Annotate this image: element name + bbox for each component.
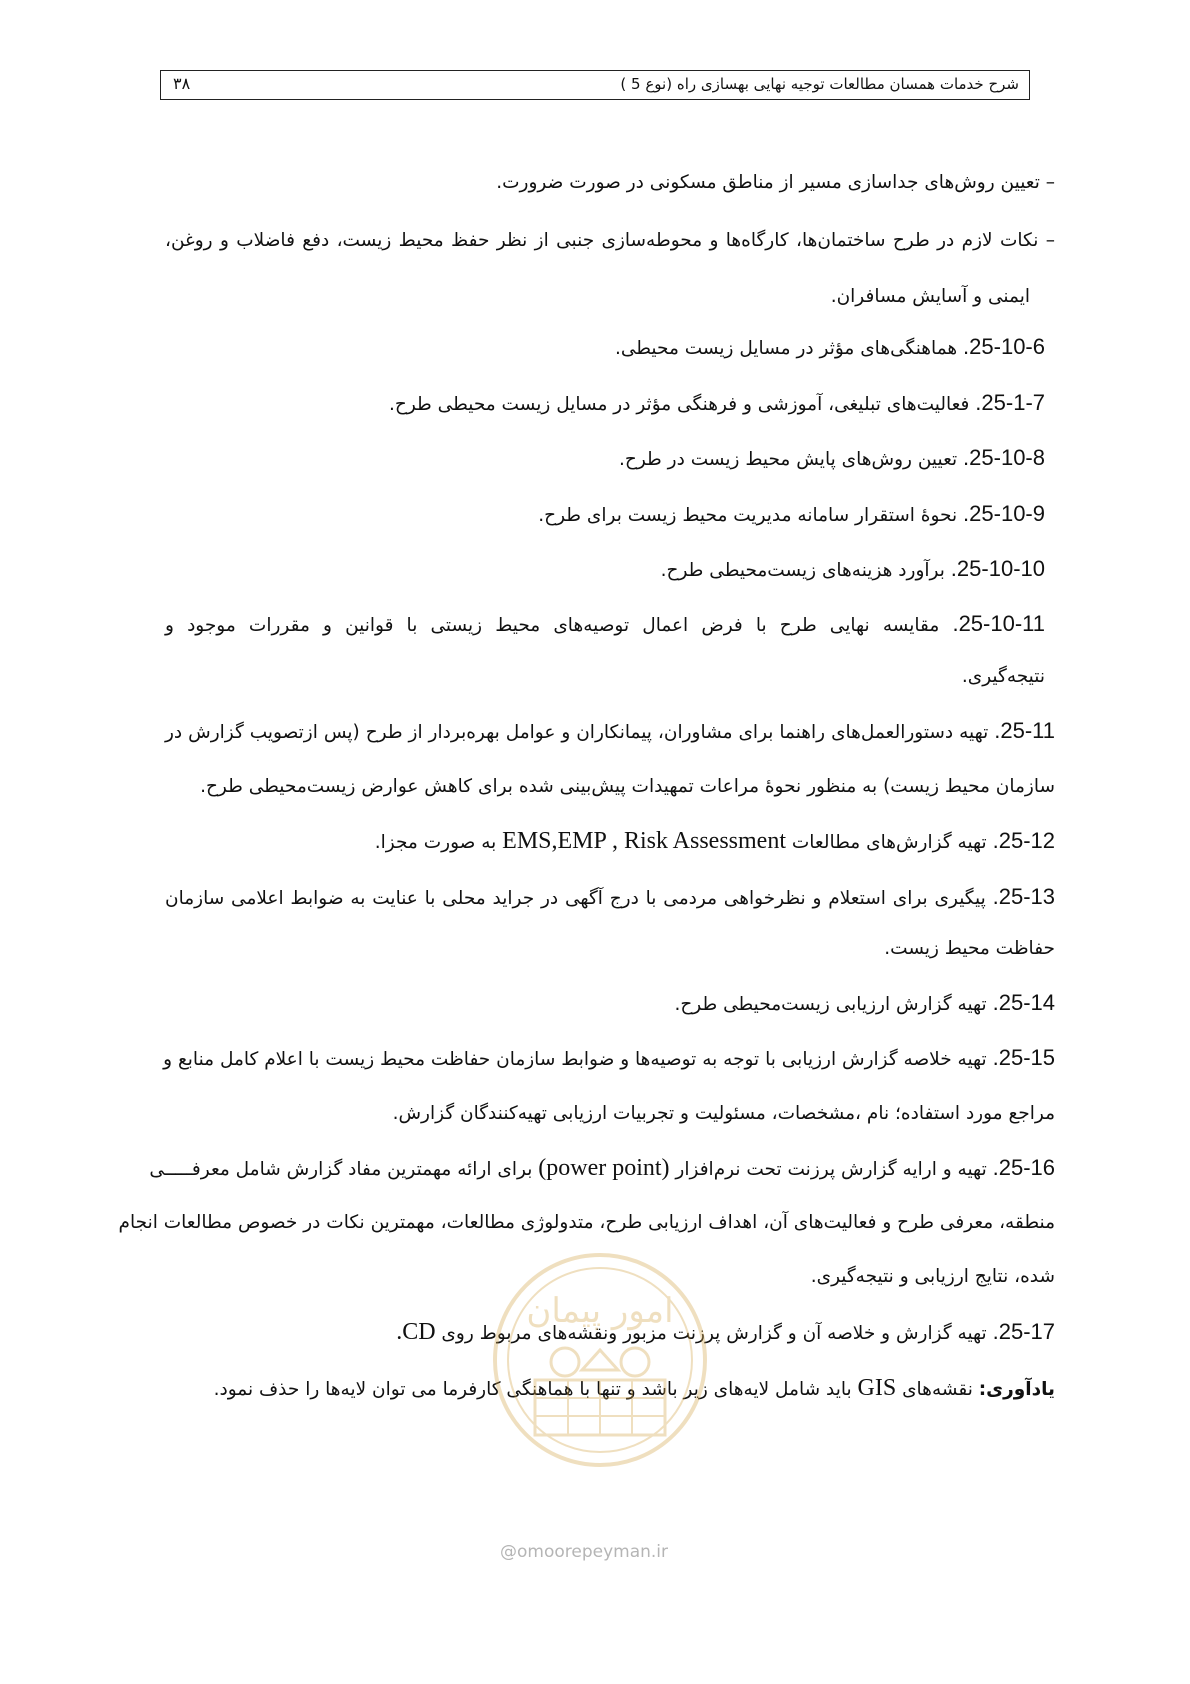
text-line: حفاظت محیط زیست. (884, 938, 1055, 959)
numbered-item: 25-17. تهیه گزارش و خلاصه آن و گزارش پرزنت مزبور ونقشه‌های مربوط روی CD. (396, 1319, 1055, 1345)
numbered-item: 25-10-10. برآورد هزینه‌های زیست‌محیطی طرح. (660, 556, 1045, 581)
text-line: منطقه، معرفی طرح و فعالیت‌های آن، اهداف ارزیابی طرح، متدولوژی مطالعات، مهمترین نکات در خصوص مطالعات انجام (118, 1212, 1055, 1233)
numbered-item: 25-14. تهیه گزارش ارزیابی زیست‌محیطی طرح. (674, 990, 1055, 1015)
watermark-logo (490, 1250, 710, 1470)
numbered-item: 25-1-7. فعالیت‌های تبلیغی، آموزشی و فرهنگی مؤثر در مسایل زیست محیطی طرح. (389, 390, 1045, 415)
numbered-item: 25-10-9. نحوهٔ استقرار سامانه مدیریت محیط زیست برای طرح. (538, 501, 1045, 526)
page-header (160, 70, 1030, 100)
watermark-text: امور پیمان (526, 1291, 674, 1331)
numbered-item: 25-15. تهیه خلاصه گزارش ارزیابی با توجه به توصیه‌ها و ضوابط سازمان حفاظت محیط زیست با اعلام کامل منابع و (163, 1045, 1055, 1070)
text-line: مراجع مورد استفاده؛ نام ،مشخصات، مسئولیت و تجربیات ارزیابی تهیه‌کنندگان گزارش. (392, 1103, 1055, 1124)
reminder-label: یادآوری: (978, 1379, 1055, 1400)
numbered-item: 25-10-11. مقایسه نهایی طرح با فرض اعمال توصیه‌های محیط زیستی با قوانین و مقررات موجود و (165, 611, 1045, 636)
header-title: شرح خدمات همسان مطالعات توجیه نهایی بهسازی راه (نوع 5 ) (620, 75, 1019, 93)
text-line: سازمان محیط زیست) به منظور نحوهٔ مراعات تمهیدات پیش‌بینی شده برای کاهش عوارض زیست‌محیطی طرح. (200, 776, 1055, 797)
text-line: – تعیین روش‌های جداسازی مسیر از مناطق مسکونی در صورت ضرورت. (496, 172, 1055, 193)
text-line: – نکات لازم در طرح ساختمان‌ها، کارگاه‌ها و محوطه‌سازی جنبی از نظر حفظ محیط زیست، دفع فاضلاب و روغن، (165, 230, 1055, 251)
numbered-item: 25-10-6. هماهنگی‌های مؤثر در مسایل زیست محیطی. (614, 334, 1045, 359)
numbered-item: 25-10-8. تعیین روش‌های پایش محیط زیست در طرح. (619, 445, 1045, 470)
text-line: ایمنی و آسایش مسافران. (830, 286, 1030, 307)
watermark-site: @omoorepeyman.ir (500, 1542, 669, 1562)
text-line: شده، نتایج ارزیابی و نتیجه‌گیری. (810, 1266, 1055, 1287)
numbered-item: 25-16. تهیه و ارایه گزارش پرزنت تحت نرم‌افزار (power point) برای ارائه مهمترین مفاد گزارش شامل معرفـــــی (149, 1155, 1055, 1181)
numbered-item: 25-11. تهیه دستورالعمل‌های راهنما برای مشاوران، پیمانکاران و عوامل بهره‌بردار از طرح (پس ازتصویب گزارش در (165, 718, 1055, 743)
page-number: ۳۸ (173, 74, 191, 93)
numbered-item: 25-12. تهیه گزارش‌های مطالعات EMS,EMP , Risk Assessment به صورت مجزا. (374, 828, 1055, 854)
reminder-line: یادآوری: نقشه‌های GIS باید شامل لایه‌های زیر باشد و تنها با هماهنگی کارفرما می توان لایه‌ها را حذف نمود. (213, 1375, 1055, 1401)
numbered-item: 25-13. پیگیری برای استعلام و نظرخواهی مردمی با درج آگهی در جراید محلی با عنایت به ضوابط اعلامی سازمان (165, 884, 1055, 909)
text-line: نتیجه‌گیری. (961, 666, 1045, 687)
